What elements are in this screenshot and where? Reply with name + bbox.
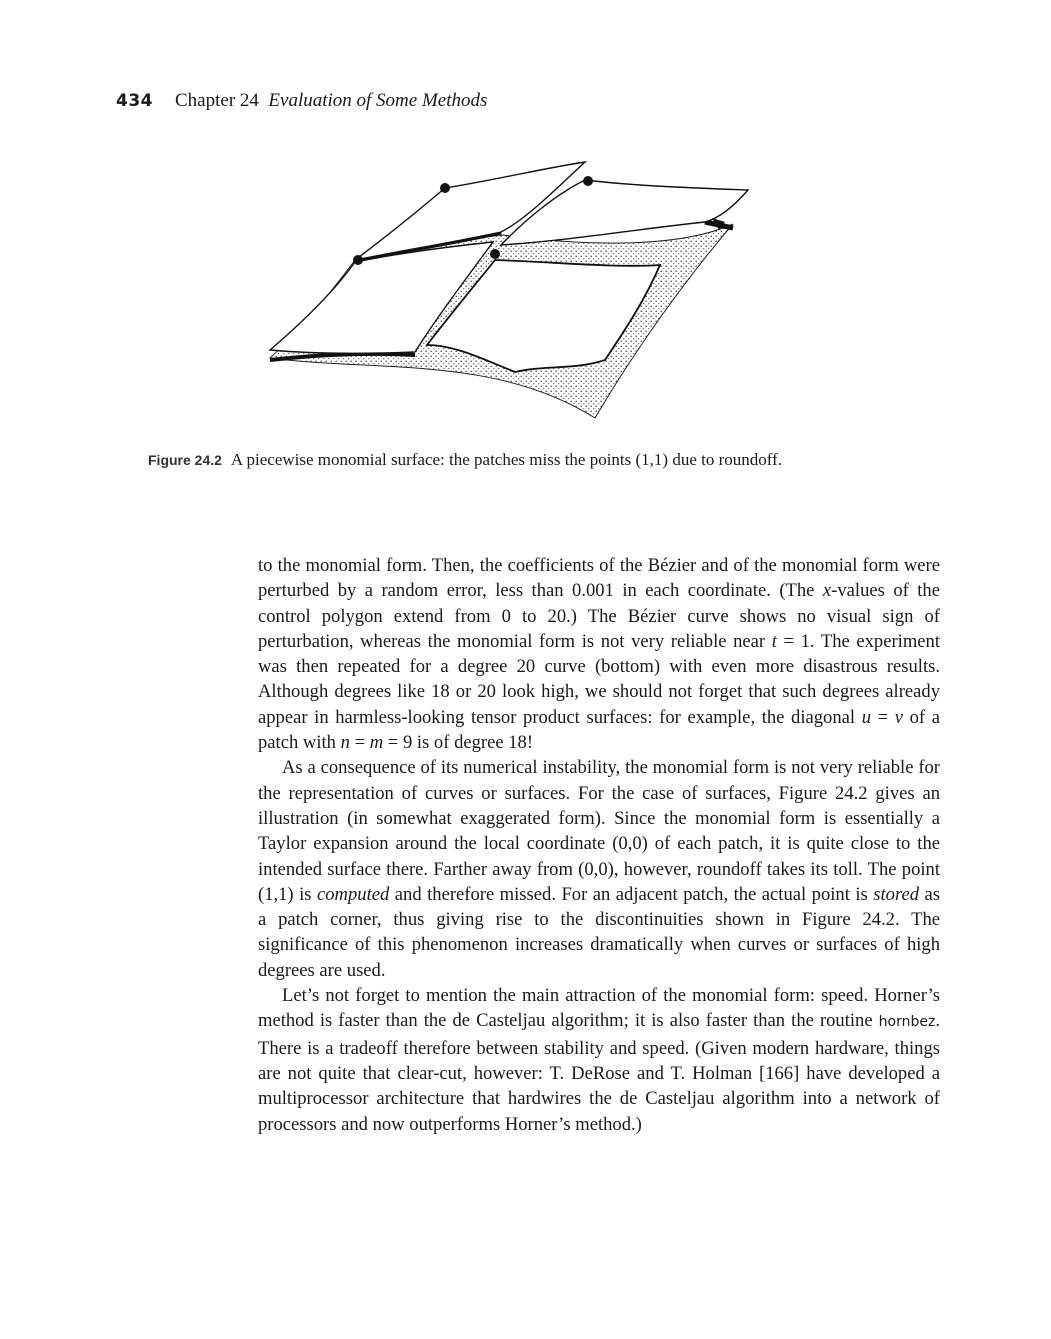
- figure-caption: [148, 450, 782, 470]
- chapter-label: Chapter 24: [175, 90, 259, 111]
- figure-caption-text: A piecewise monomial surface: the patches miss the points (1,1) due to roundoff.: [230, 450, 783, 469]
- surface-illustration: [255, 150, 755, 430]
- corner-point: [490, 249, 500, 259]
- paragraph-2: As a consequence of its numerical instability, the monomial form is not very reliable for the representation of curves or surfaces. For the case of surfaces, Figure 24.2 gives an illustration (in somewhat exaggerated form). Since the monomial form is essentially a Taylor expansion around the local coordinate (0,0) of each patch, it is quite close to the intended surface there. Farther away from (0,0), however, roundoff takes its toll. The point (1,1) is computed and therefore missed. For an adjacent patch, the actual point is stored as a patch corner, thus giving rise to the discontinuities shown in Figure 24.2. The significance of this phenomenon increases dramatically when curves or surfaces of high degrees are used.: [258, 757, 941, 981]
- chapter-title: Evaluation of Some Methods: [268, 90, 488, 111]
- corner-point: [583, 176, 593, 186]
- corner-point: [353, 255, 363, 265]
- paragraph-3: Let’s not forget to mention the main attraction of the monomial form: speed. Horner’s method is faster than the de Casteljau algorithm; it is also faster than the routine hornbez. There is a tradeoff therefore between stability and speed. (Given modern hardware, things are not quite that clear-cut, however: T. DeRose and T. Holman [166] have developed a multiprocessor architecture that hardwires the de Casteljau algorithm into a network of processors and now outperforms Horner’s method.): [258, 985, 940, 1135]
- corner-point: [440, 183, 450, 193]
- running-header: [116, 90, 487, 112]
- surface-figure: [255, 150, 755, 430]
- figure-label: Figure 24.2: [148, 452, 222, 468]
- paragraph-1: to the monomial form. Then, the coefficients of the Bézier and of the monomial form were perturbed by a random error, less than 0.001 in each coordinate. (The x-values of the control polygon extend from 0 to 20.) The Bézier curve shows no visual sign of perturbation, whereas the monomial form is not very reliable near t = 1. The experiment was then repeated for a degree 20 curve (bottom) with even more disastrous results. Although degrees like 18 or 20 look high, we should not forget that such degrees already appear in harmless-looking tensor product surfaces: for example, the diagonal u = v of a patch with n = m = 9 is of degree 18!: [258, 555, 941, 754]
- body-text: [258, 553, 940, 1137]
- page-number: 434: [116, 91, 153, 111]
- code-hornbez: hornbez: [878, 1014, 936, 1031]
